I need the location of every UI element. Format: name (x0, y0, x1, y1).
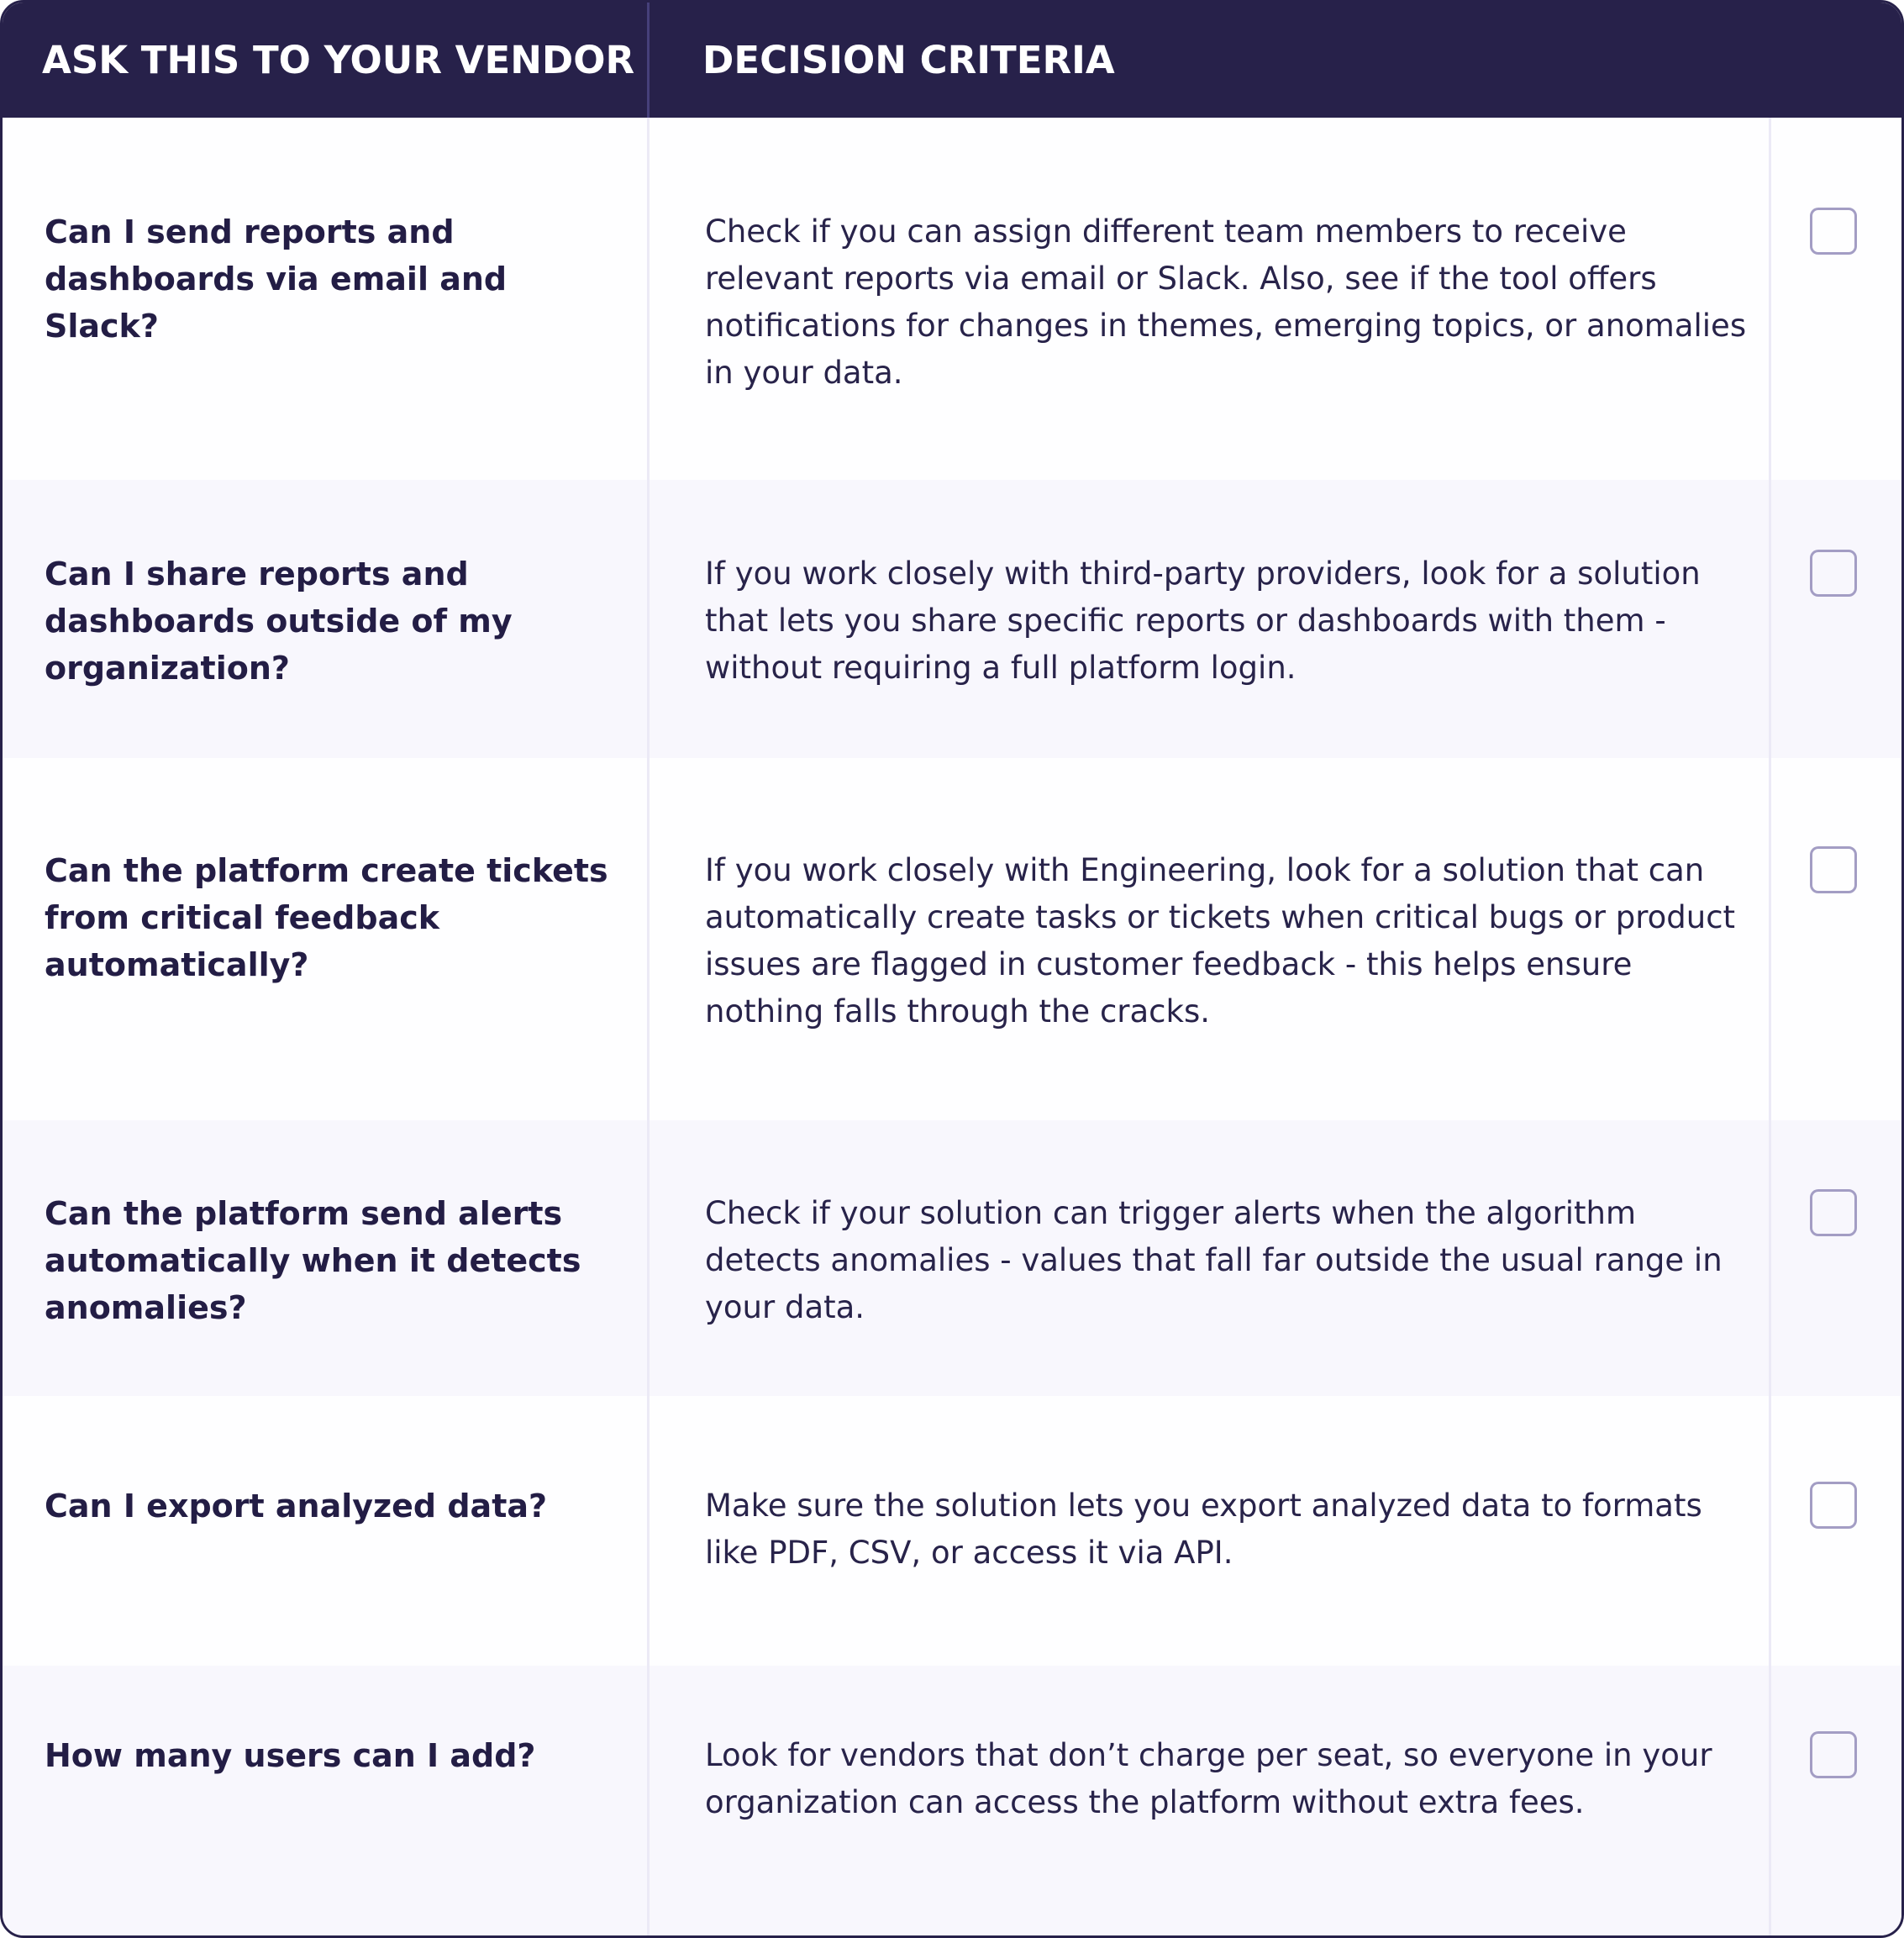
row-question: Can I share reports and dashboards outside of my organization? (45, 556, 513, 687)
row-criteria: Check if your solution can trigger alerts when the algorithm detects anomalies - values that fall far outside the usual range in your data. (705, 1195, 1723, 1325)
row-checkbox[interactable] (1810, 1189, 1857, 1236)
row-criteria: Check if you can assign different team members to receive relevant reports via email or Slack. Also, see if the tool offers notifications for changes in themes, emerging topics, or anomalies in your data. (705, 213, 1747, 391)
header-criteria-column: DECISION CRITERIA (702, 38, 1115, 82)
table-row (3, 1120, 1901, 1396)
column-divider (1769, 118, 1771, 1935)
row-question: Can the platform create tickets from critical feedback automatically? (45, 852, 608, 983)
row-checkbox[interactable] (1810, 1731, 1857, 1778)
row-checkbox[interactable] (1810, 208, 1857, 255)
row-question: Can I export analyzed data? (45, 1488, 548, 1525)
row-checkbox[interactable] (1810, 846, 1857, 893)
row-checkbox[interactable] (1810, 550, 1857, 597)
table-row (3, 118, 1901, 480)
row-criteria: If you work closely with third-party providers, look for a solution that lets you share specific reports or dashboards with them - without requiring a full platform login. (705, 556, 1701, 686)
table-row (3, 1396, 1901, 1666)
header-question-column: ASK THIS TO YOUR VENDOR (42, 38, 635, 82)
row-question: How many users can I add? (45, 1737, 536, 1774)
row-question: Can the platform send alerts automatically when it detects anomalies? (45, 1195, 581, 1326)
row-checkbox[interactable] (1810, 1482, 1857, 1529)
table-row (3, 480, 1901, 758)
row-criteria: Make sure the solution lets you export analyzed data to formats like PDF, CSV, or access it via API. (705, 1488, 1702, 1571)
table-row (3, 758, 1901, 1120)
row-criteria: If you work closely with Engineering, look for a solution that can automatically create tasks or tickets when critical bugs or product issues are flagged in customer feedback - this helps ensure nothing falls through the cracks. (705, 852, 1736, 1030)
row-criteria: Look for vendors that don’t charge per seat, so everyone in your organization can access the platform without extra fees. (705, 1737, 1712, 1820)
header-column-divider (647, 3, 650, 118)
column-divider (647, 118, 650, 1935)
table-row (3, 1666, 1901, 1935)
table-header (3, 3, 1901, 118)
row-question: Can I send reports and dashboards via email and Slack? (45, 213, 508, 345)
